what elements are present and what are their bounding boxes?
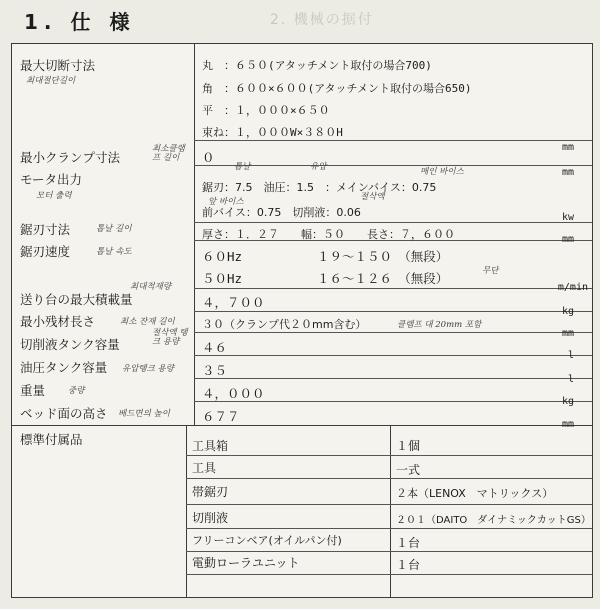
min-remnant-note: 최소 잔재 길이 (120, 317, 175, 327)
blade-size-value: 厚さ：１．２７ 幅：５０ 長さ：７，６００ (202, 228, 455, 241)
accessory-name: 切削液 (192, 511, 229, 525)
accessory-value: １個 (396, 439, 421, 453)
min-clamp-unit: mm (561, 167, 574, 178)
blade-size-note: 톱날 길이 (96, 224, 132, 234)
spec-table (11, 43, 593, 598)
weight-note: 중량 (68, 386, 85, 396)
blade-speed-60hz: ６０Hz (202, 249, 243, 264)
motor-note-coolant: 절삭액 (360, 192, 385, 202)
motor-note: 모터 출력 (36, 191, 72, 201)
accessory-value: １台 (396, 558, 421, 572)
max-cut-bundle: 束ね：１，０００W×３８０H (202, 126, 343, 139)
blade-speed-unit: m/min (557, 282, 588, 293)
min-remnant-unit: mm (561, 328, 574, 339)
accessory-name: 帯鋸刃 (192, 485, 229, 499)
min-remnant-value-note: 클램프 대 20mm 포함 (397, 320, 482, 330)
max-load-note: 최대적재량 (130, 282, 172, 292)
max-load-value: ４，７００ (202, 295, 265, 310)
motor-note-hyd: 유압 (310, 162, 327, 172)
page-title: 1. 仕 様 (24, 10, 136, 34)
accessories-label: 標準付属品 (20, 432, 83, 447)
max-cut-label: 最大切断寸法 (20, 58, 96, 73)
accessory-name: 工具 (192, 461, 217, 475)
max-load-unit: kg (561, 306, 574, 317)
max-cut-unit: mm (561, 142, 574, 153)
weight-label: 重量 (20, 383, 46, 398)
bed-height-value: ６７７ (202, 409, 240, 424)
blade-speed-60hz-range: １９～１５０ （無段） (317, 249, 449, 264)
coolant-tank-note: 절삭액 탱크 용량 (152, 328, 188, 347)
motor-label: モータ出力 (20, 172, 83, 187)
faded-title: 2. 機械の据付 (270, 12, 374, 28)
min-clamp-value: ０ (202, 150, 215, 165)
motor-note-blade: 톱날 (234, 162, 251, 172)
blade-speed-note: 톱날 속도 (96, 247, 132, 257)
blade-speed-note-stepless: 무단 (482, 266, 499, 276)
max-cut-note: 최대절단길이 (26, 76, 76, 86)
coolant-tank-label: 切削液タンク容量 (20, 337, 120, 352)
coolant-tank-unit: l (567, 350, 574, 361)
min-remnant-value: ３０（クランプ代２０mm含む） (202, 318, 367, 331)
blade-speed-50hz: ５０Hz (202, 271, 243, 286)
blade-size-label: 鋸刃寸法 (20, 222, 71, 237)
max-cut-square: 角 ：６００×６００(アタッチメント取付の場合650) (202, 82, 472, 95)
motor-note-front-vise: 앞 바이스 (208, 197, 244, 207)
accessory-value: １台 (396, 536, 421, 550)
accessory-name: 電動ローラユニット (192, 556, 300, 570)
accessory-value: ２０１（DAITO ダイナミックカットGS） (396, 515, 591, 526)
min-clamp-note: 최소클램프 길이 (152, 144, 185, 163)
accessory-name: 工具箱 (192, 439, 229, 453)
accessory-value: 一式 (396, 463, 421, 477)
max-cut-flat: 平 ：１，０００×６５０ (202, 104, 330, 117)
bed-height-note: 베드면의 높이 (118, 409, 170, 419)
blade-speed-label: 鋸刃速度 (20, 244, 71, 259)
motor-unit: kw (561, 212, 574, 223)
hyd-tank-label: 油圧タンク容量 (20, 360, 108, 375)
coolant-tank-value: ４６ (202, 340, 228, 355)
motor-line1: 鋸刃：7.5 油圧：1.5 ：メインバイス：0.75 (202, 181, 437, 194)
hyd-tank-value: ３５ (202, 363, 228, 378)
hyd-tank-unit: l (567, 374, 574, 385)
blade-size-unit: mm (561, 234, 574, 245)
max-load-label: 送り台の最大積載量 (20, 292, 133, 307)
blade-speed-50hz-range: １６～１２６ （無段） (317, 271, 449, 286)
bed-height-unit: mm (561, 419, 574, 430)
motor-line2: 前バイス：0.75 切削液：0.06 (202, 206, 361, 219)
bed-height-label: ベッド面の高さ (20, 406, 108, 421)
min-remnant-label: 最小残材長さ (20, 314, 96, 329)
max-cut-round: 丸 ：６５０(アタッチメント取付の場合700) (202, 59, 432, 72)
min-clamp-label: 最小クランプ寸法 (20, 150, 121, 165)
motor-note-main-vise: 메인 바이스 (420, 167, 464, 177)
weight-value: ４，０００ (202, 386, 265, 401)
hyd-tank-note: 유압탱크 용량 (122, 364, 174, 374)
weight-unit: kg (561, 396, 574, 407)
accessory-value: ２本（LENOX マトリックス） (396, 487, 554, 500)
accessory-name: フリーコンベア(オイルパン付) (192, 534, 342, 547)
